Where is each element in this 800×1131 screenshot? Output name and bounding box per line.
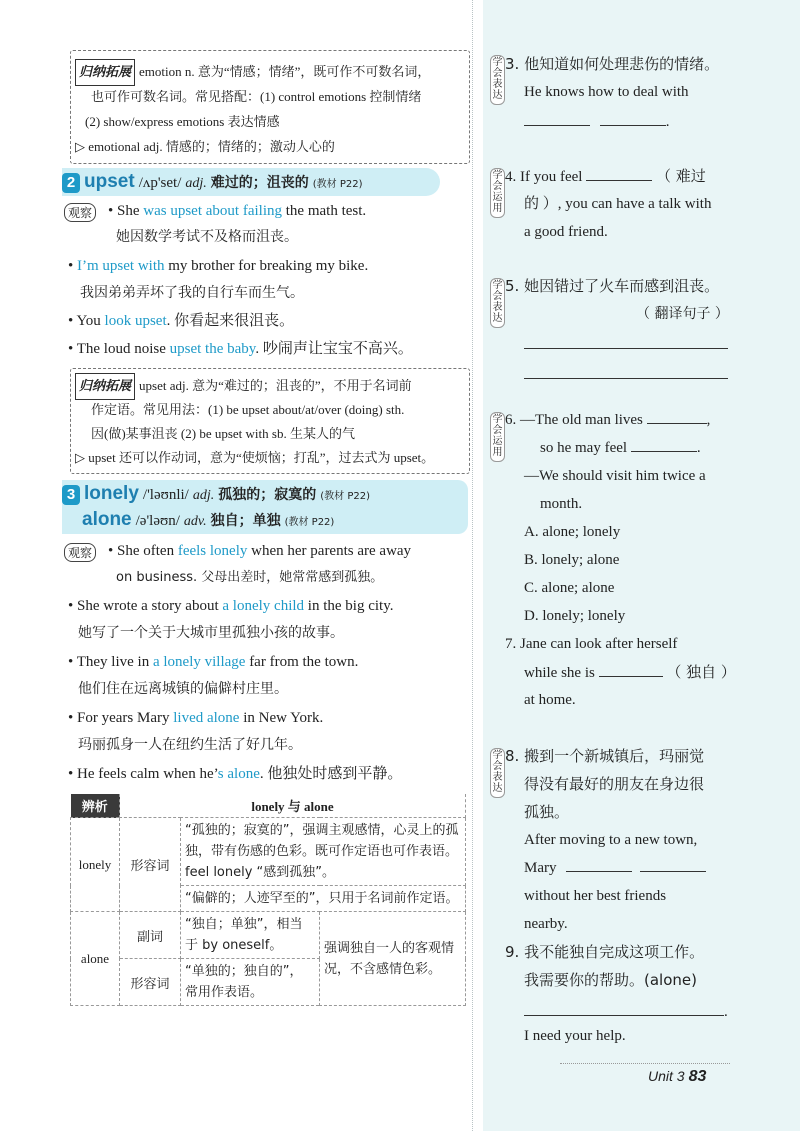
question-4-line: a good friend. — [524, 224, 608, 240]
lonely-meaning-1: “孤独的；寂寞的”，强调主观感情，心灵上的孤独，带有伤感的色彩。既可作定语也可作表语。feel lonely “感到孤独”。 — [181, 818, 466, 886]
entry-upset — [62, 171, 363, 193]
answer-blank[interactable] — [647, 422, 707, 424]
answer-blank[interactable] — [586, 179, 652, 181]
example-sentence: • The loud noise upset the baby. 吵闹声让宝宝不高兴。 — [68, 341, 413, 357]
example-sentence: • He feels calm when he’s alone. 他独处时感到平静。 — [68, 766, 403, 782]
answer-blank[interactable] — [640, 870, 706, 872]
textbook-ref: (教材 P22) — [320, 491, 370, 502]
footer-rule — [560, 1063, 730, 1064]
tag-use: 学会运用 — [490, 168, 505, 218]
page-number: 83 — [688, 1068, 707, 1085]
phonetic: /ə'ləʊn/ — [135, 513, 180, 529]
example-sentence: • She wrote a story about a lonely child in the big city. — [68, 598, 394, 614]
tag-express: 学会表达 — [490, 748, 505, 798]
expansion-box-emotion — [70, 50, 470, 164]
example-translation: 我因弟弟弄坏了我的自行车而生气。 — [80, 285, 304, 301]
box-line: emotion n. 意为“情感；情绪”，既可作不可数名词， — [139, 64, 431, 79]
answer-blank[interactable] — [599, 675, 663, 677]
column-divider — [472, 0, 473, 1131]
option-a[interactable]: A. alone; lonely — [524, 524, 621, 540]
textbook-ref: (教材 P22) — [312, 179, 363, 190]
compare-label: 辨析 — [71, 794, 120, 818]
textbook-ref: (教材 P22) — [284, 517, 335, 528]
pos-adv: 副词 — [120, 912, 181, 959]
phonetic: /'ləʊnli/ — [142, 487, 189, 503]
example-sentence: • They live in a lonely village far from the town. — [68, 654, 359, 670]
expansion-tag: 归纳拓展 — [75, 373, 135, 400]
question-9-prompt: 我需要你的帮助。(alone) — [524, 971, 697, 989]
alone-note: 强调独自一人的客观情况，不含感情色彩。 — [320, 912, 466, 1006]
answer-blank[interactable] — [524, 124, 590, 126]
question-6-line: so he may feel . — [540, 440, 701, 456]
example-sentence: • For years Mary lived alone in New York. — [68, 710, 324, 726]
headword: lonely — [84, 483, 139, 504]
tag-express: 学会表达 — [490, 55, 505, 105]
question-7-line: 7. Jane can look after herself — [505, 636, 678, 652]
question-9-prompt: 9. 我不能独自完成这项工作。 — [505, 943, 705, 961]
question-8-line: After moving to a new town, — [524, 832, 698, 848]
question-9-answer: . — [524, 998, 728, 1026]
entry-number: 2 — [62, 173, 80, 193]
question-8-prompt: 得没有最好的朋友在身边很 — [524, 775, 705, 793]
tag-express: 学会表达 — [490, 278, 505, 328]
tag-use: 学会运用 — [490, 412, 505, 462]
question-5-instruction: （ 翻译句子 ） — [636, 306, 729, 322]
compare-title: lonely 与 alone — [120, 794, 466, 818]
part-of-speech: adv. — [183, 514, 207, 529]
question-4-line: 4. If you feel （ 难过 — [505, 167, 706, 185]
meaning: 孤独的；寂寞的 — [218, 487, 317, 503]
question-6-line: 6. —The old man lives , — [505, 412, 711, 428]
question-7-line: at home. — [524, 692, 576, 708]
answer-line[interactable] — [524, 378, 728, 379]
box-line: ▷ upset 还可以作动词，意为“使烦恼；打乱”，过去式为 upset。 — [75, 450, 435, 465]
question-8-prompt: 孤独。 — [524, 803, 570, 821]
observe-label: 观察 — [64, 203, 96, 222]
question-6-line: month. — [540, 496, 583, 512]
headword: alone — [82, 509, 132, 530]
question-8-line: Mary — [524, 854, 706, 882]
option-d[interactable]: D. lonely; lonely — [524, 608, 626, 624]
example-sentence: • I’m upset with my brother for breaking my bike. — [68, 258, 369, 274]
answer-line[interactable] — [524, 348, 728, 349]
page-footer — [648, 1068, 706, 1086]
part-of-speech: adj. — [192, 488, 215, 503]
lonely-meaning-2: “偏僻的；人迹罕至的”，只用于名词前作定语。 — [181, 886, 466, 912]
pos-adj: 形容词 — [120, 818, 181, 912]
phonetic: /ʌp'set/ — [138, 175, 182, 191]
example-translation: 她写了一个关于大城市里孤独小孩的故事。 — [78, 625, 344, 641]
box-line: upset adj. 意为“难过的；沮丧的”，不用于名词前 — [139, 378, 412, 393]
comparison-table — [70, 794, 466, 1006]
meaning: 难过的；沮丧的 — [210, 175, 309, 191]
question-8-line: without her best friends — [524, 888, 667, 904]
example-sentence: • You look upset. 你看起来很沮丧。 — [68, 313, 295, 329]
question-9-line: I need your help. — [524, 1028, 626, 1044]
example-translation: 她因数学考试不及格而沮丧。 — [116, 229, 298, 245]
headword: upset — [84, 171, 135, 192]
entry-alone — [82, 509, 334, 531]
entry-lonely — [62, 483, 370, 505]
option-c[interactable]: C. alone; alone — [524, 580, 615, 596]
box-line: (2) show/express emotions 表达情感 — [85, 114, 280, 129]
part-of-speech: adj. — [185, 176, 207, 191]
alone-meaning-2: “单独的；独自的”，常用作表语。 — [181, 959, 320, 1006]
word-alone: alone — [71, 912, 120, 1006]
observe-label: 观察 — [64, 543, 96, 562]
meaning: 独自；单独 — [210, 513, 281, 529]
example-sentence: • She often feels lonely when her parents are away — [108, 543, 412, 559]
question-8-prompt: 8. 搬到一个新城镇后，玛丽觉 — [505, 747, 705, 765]
box-line: ▷ emotional adj. 情感的；情绪的；激动人心的 — [75, 139, 335, 154]
question-8-line: nearby. — [524, 916, 568, 932]
question-5-prompt: 5. 她因错过了火车而感到沮丧。 — [505, 277, 720, 295]
entry-number: 3 — [62, 485, 80, 505]
expansion-box-upset — [70, 368, 470, 474]
answer-line[interactable] — [524, 1014, 724, 1016]
unit-label: Unit 3 — [648, 1068, 685, 1084]
example-translation: 他们住在远离城镇的偏僻村庄里。 — [78, 681, 288, 697]
box-line: 因(做)某事沮丧 (2) be upset with sb. 生某人的气 — [91, 426, 355, 441]
question-3-answer: . — [524, 108, 670, 136]
expansion-tag: 归纳拓展 — [75, 59, 135, 86]
question-6-line: —We should visit him twice a — [524, 468, 706, 484]
question-3-prompt: 3. 他知道如何处理悲伤的情绪。 — [505, 55, 720, 73]
option-b[interactable]: B. lonely; alone — [524, 552, 620, 568]
example-translation: on business. 父母出差时，她常常感到孤独。 — [116, 570, 384, 585]
alone-meaning-1: “独自；单独”，相当于 by oneself。 — [181, 912, 320, 959]
answer-blank[interactable] — [566, 870, 632, 872]
pos-adj: 形容词 — [120, 959, 181, 1006]
question-3-text: He knows how to deal with — [524, 84, 689, 100]
word-lonely: lonely — [71, 818, 120, 912]
question-7-line: while she is （ 独自 ） — [524, 663, 736, 681]
box-line: 也可作可数名词。常见搭配：(1) control emotions 控制情绪 — [91, 89, 422, 104]
answer-blank[interactable] — [631, 450, 697, 452]
question-4-line: 的 ）, you can have a talk with — [524, 196, 712, 212]
example-sentence: • She was upset about failing the math test. — [108, 203, 367, 219]
example-translation: 玛丽孤身一人在纽约生活了好几年。 — [78, 737, 302, 753]
box-line: 作定语。常见用法：(1) be upset about/at/over (doing) sth. — [91, 402, 405, 417]
answer-blank[interactable] — [600, 124, 666, 126]
